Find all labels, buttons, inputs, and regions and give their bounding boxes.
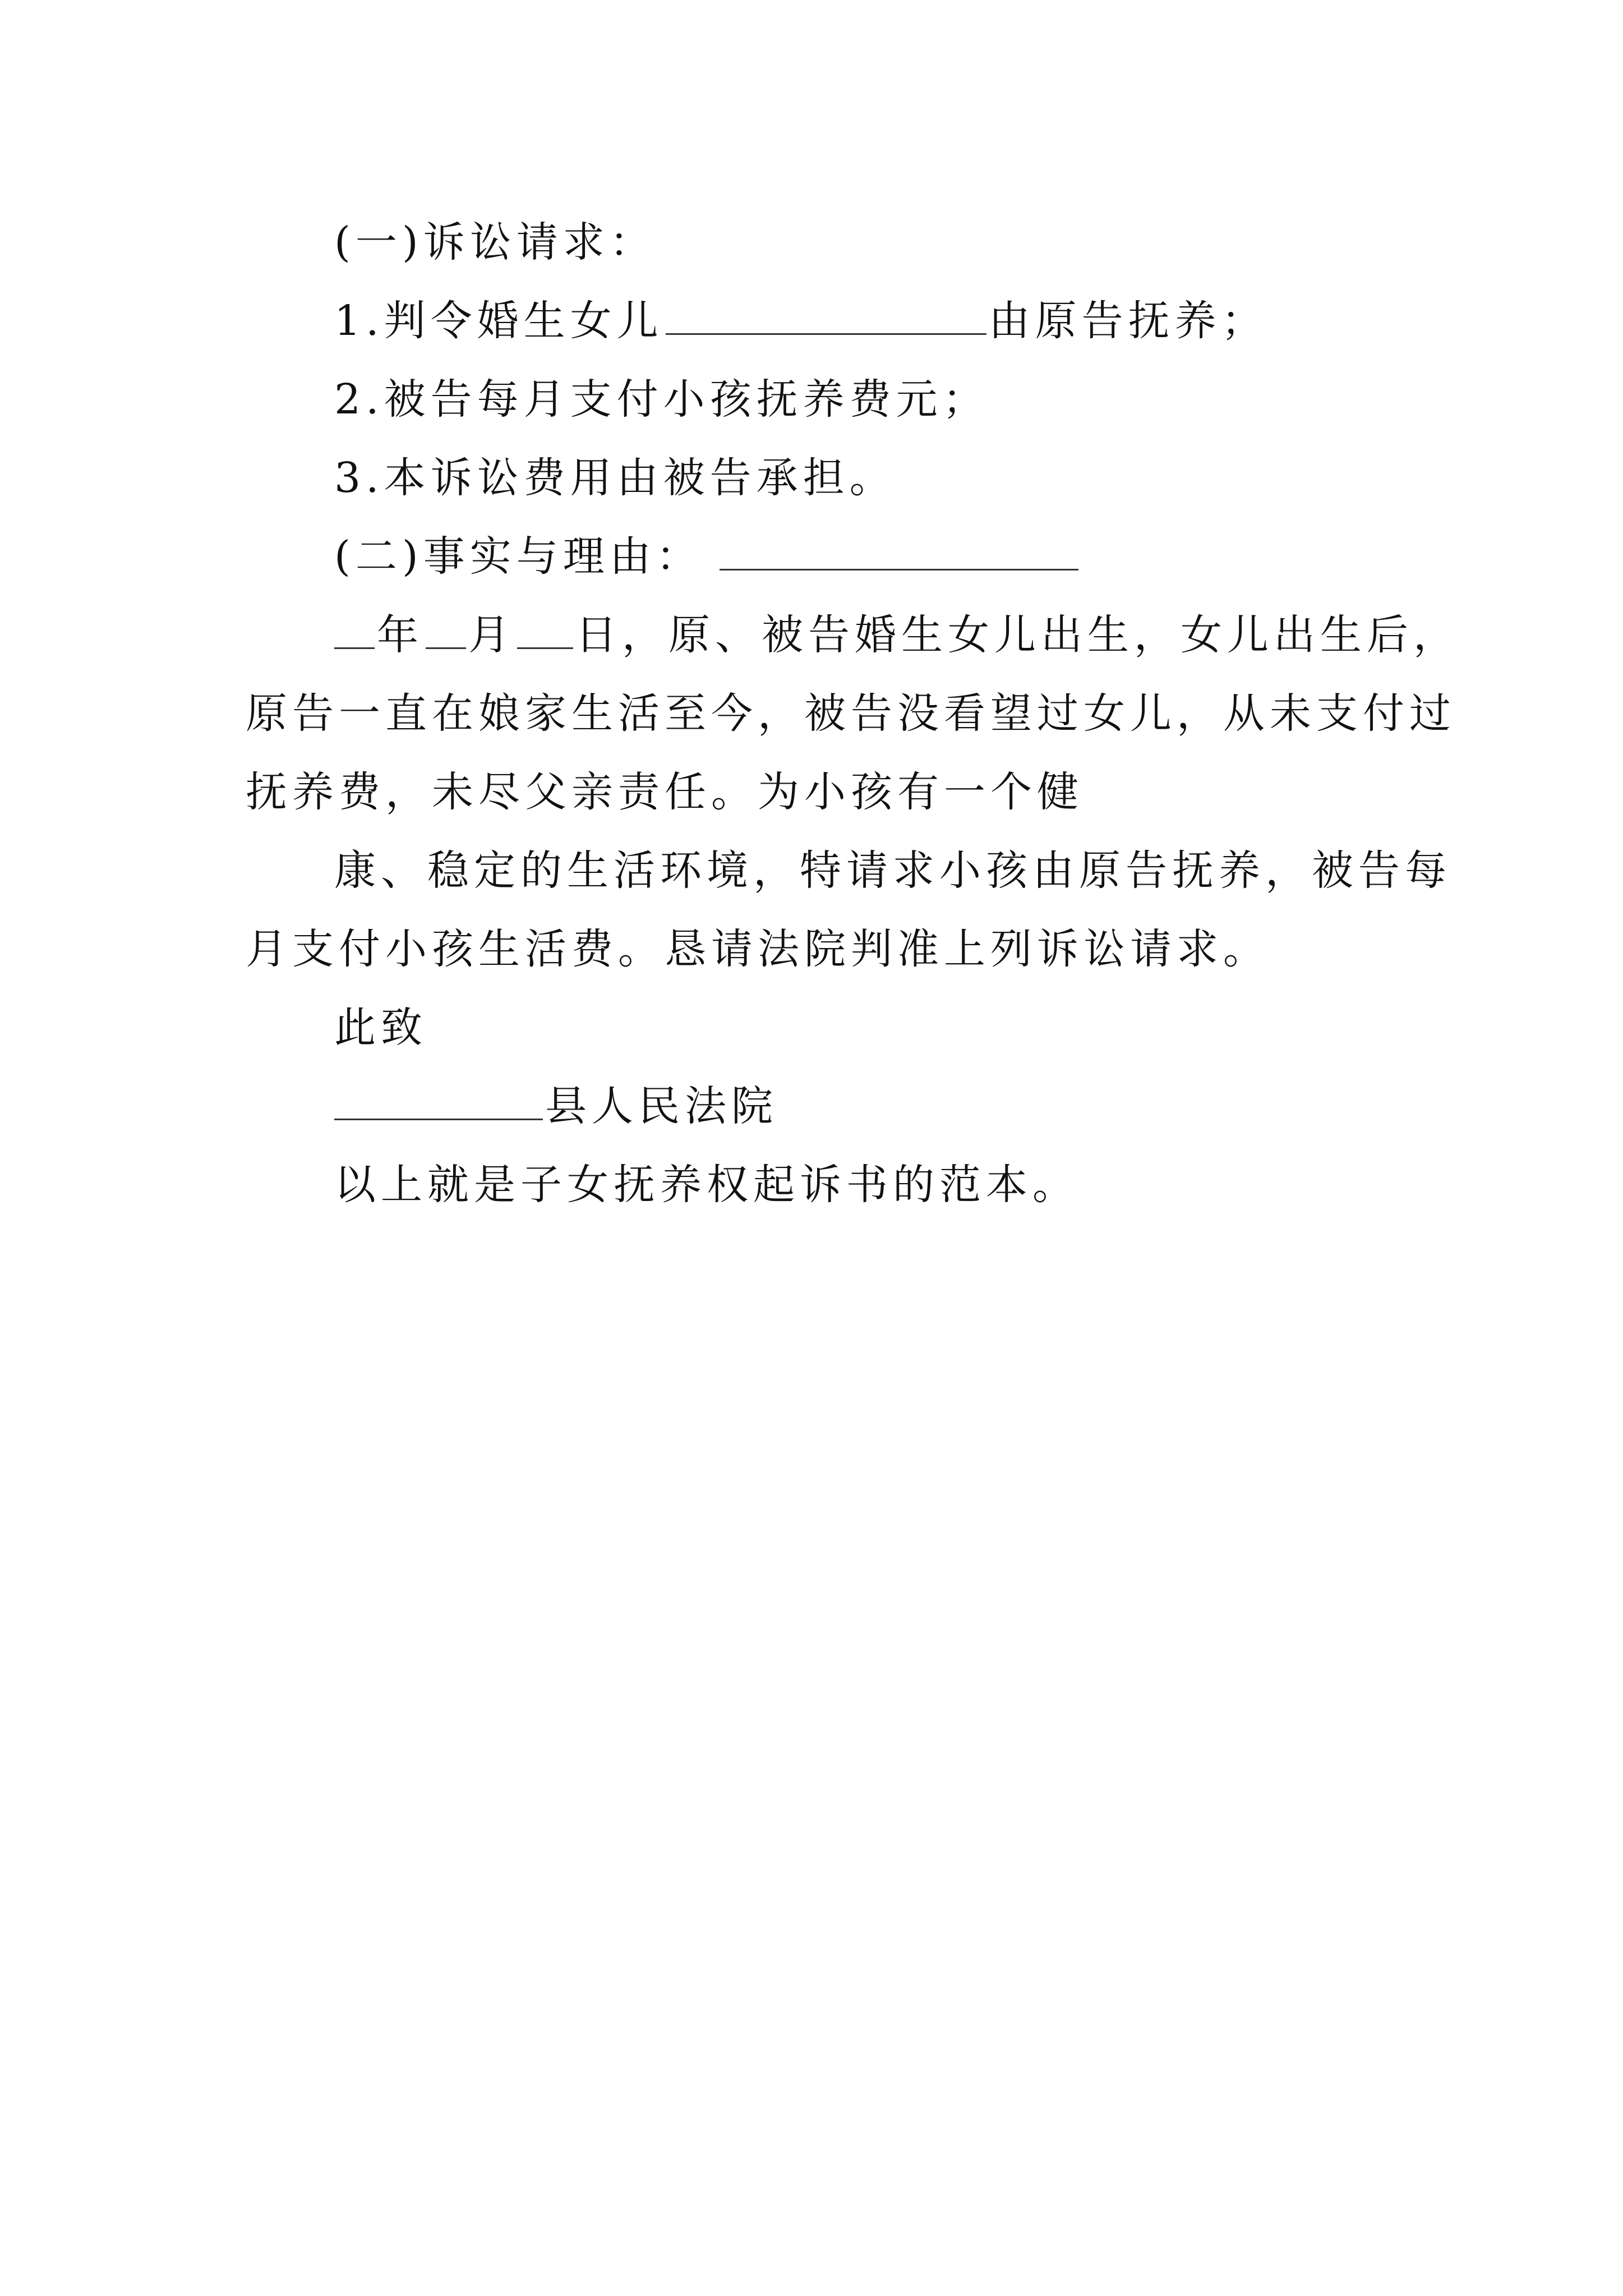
facts-line-5: 月支付小孩生活费。恳请法院判准上列诉讼请求。 xyxy=(246,925,1270,973)
facts-blank[interactable] xyxy=(720,534,1078,570)
salutation: 此致 xyxy=(334,1004,427,1052)
facts-line-3: 抚养费，未尽父亲责任。为小孩有一个健 xyxy=(246,768,1083,816)
daughter-name-blank[interactable] xyxy=(666,298,986,335)
county-blank[interactable] xyxy=(334,1084,543,1120)
facts-day-rest: 日，原、被告婚生女儿出生，女儿出生后， xyxy=(575,611,1460,659)
facts-year: 年 xyxy=(377,611,423,659)
closing-line: 以上就是子女抚养权起诉书的范本。 xyxy=(334,1161,1079,1209)
section2-heading-label: (二)事实与理由： xyxy=(334,532,703,581)
claim-1-prefix: 1.判令婚生女儿 xyxy=(334,297,663,345)
claim-2: 2.被告每月支付小孩抚养费元； xyxy=(334,375,989,424)
claim-1-suffix: 由原告抚养； xyxy=(988,297,1268,345)
facts-line-4: 康、稳定的生活环境，特请求小孩由原告抚养，被告每 xyxy=(334,846,1451,895)
court-line xyxy=(334,1078,778,1134)
facts-line-2: 原告一直在娘家生活至今，被告没看望过女儿，从未支付过 xyxy=(246,689,1456,738)
day-blank[interactable] xyxy=(517,613,573,649)
facts-line-1 xyxy=(334,607,1460,663)
court-suffix: 县人民法院 xyxy=(545,1082,778,1130)
year-blank[interactable] xyxy=(334,613,375,649)
facts-month: 月 xyxy=(468,611,515,659)
section2-heading xyxy=(334,528,1081,585)
claim-1 xyxy=(334,293,1268,349)
claim-3: 3.本诉讼费用由被告承担。 xyxy=(334,454,896,502)
month-blank[interactable] xyxy=(426,613,466,649)
section1-heading: (一)诉讼请求： xyxy=(334,218,656,266)
